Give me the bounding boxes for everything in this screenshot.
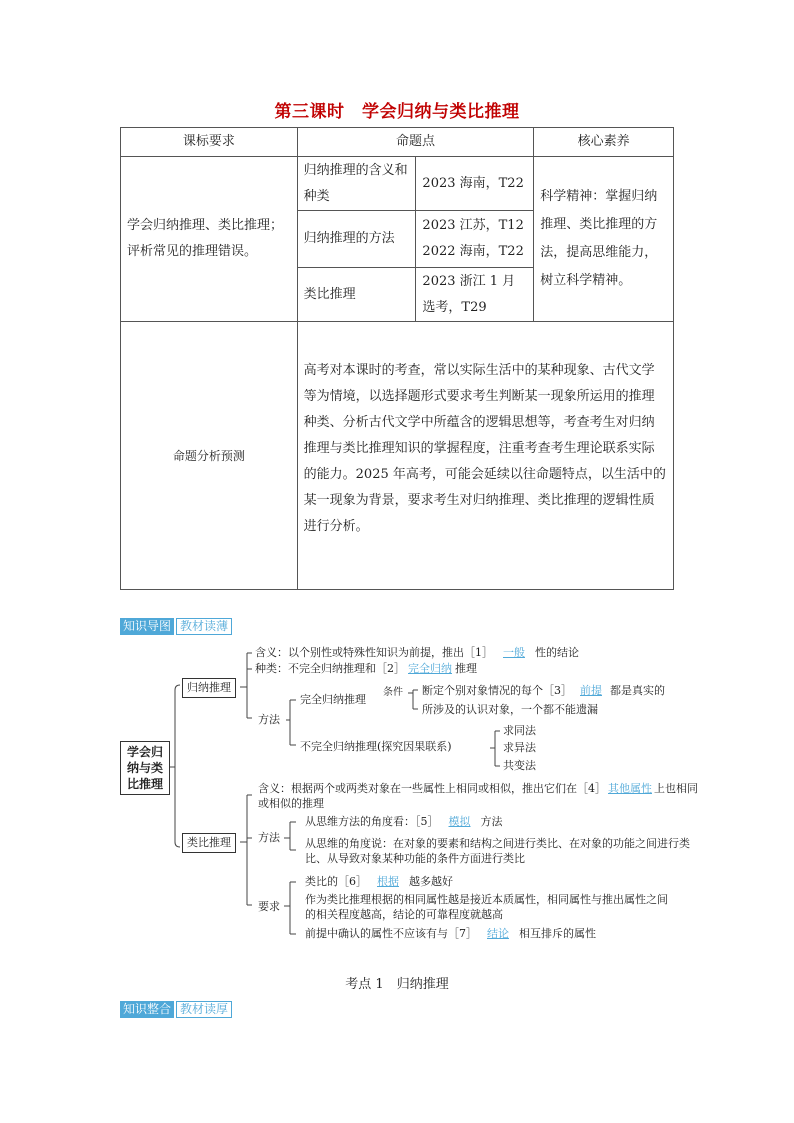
point-source: 2023 江苏，T12 2022 海南，T22: [416, 211, 534, 268]
requirement-1: 类比的［6］ 根据 越多越好: [305, 875, 453, 888]
analogy-method-2: 从思维的角度说：在对象的要素和结构之间进行类比、在对象的功能之间进行类比、从导致对象某种功能的条件方面进行类比: [305, 837, 690, 865]
requirement-3: 前提中确认的属性不应该有与［7］ 结论 相互排斥的属性: [305, 927, 596, 940]
analogy-method-1: 从思维方法的角度看：［5］ 模拟 方法: [305, 815, 503, 828]
forecast-text: 高考对本课时的考查，常以实际生活中的某种现象、古代文学等为情境，以选择题形式要求考生判断某一现象所运用的推理种类、分析古代文学中所蕴含的逻辑思想等，考查考生对归纳推理与类比推理知识的掌握程度，注重考查考生理论联系实际的能力。2025 年高考，可能会延续以往命题特点，以生活中的某一现象为背景，要求考生对归纳推理、类比推理的逻辑性质进行分析。: [297, 322, 673, 590]
header-literacy: 核心素养: [534, 128, 674, 157]
node-induction: 归纳推理: [182, 678, 236, 698]
section-heading: 考点 1 归纳推理: [345, 977, 449, 992]
requirement-cell: 学会归纳推理、类比推理；评析常见的推理错误。: [121, 157, 298, 322]
node-complete: 完全归纳推理: [300, 693, 366, 706]
condition-1: 断定个别对象情况的每个［3］ 前提 都是真实的: [422, 684, 665, 697]
point-name: 类比推理: [297, 268, 416, 322]
tag-knowledge-map: 知识导图 教材读薄: [120, 618, 232, 635]
method-3: 共变法: [503, 759, 536, 772]
node-incomplete: 不完全归纳推理(探究因果联系): [300, 740, 452, 753]
point-name: 归纳推理的方法: [297, 211, 416, 268]
tag-knowledge-integration: 知识整合 教材读厚: [120, 1001, 232, 1018]
mindmap-root: 学会归纳与类比推理: [120, 741, 170, 795]
point-name: 归纳推理的含义和种类: [297, 157, 416, 211]
node-analogy: 类比推理: [182, 833, 236, 853]
node-analogy-method: 方法: [258, 831, 280, 844]
method-1: 求同法: [503, 724, 536, 737]
requirement-2: 作为类比推理根据的相同属性越是接近本质属性，相同属性与推出属性之间的相关程度越高，结论的可靠程度就越高: [305, 893, 668, 921]
node-condition: 条件: [383, 687, 403, 698]
point-source: 2023 浙江 1 月选考，T29: [416, 268, 534, 322]
induction-type: 种类：不完全归纳推理和［2］ 完全归纳 推理: [255, 662, 477, 675]
forecast-label: 命题分析预测: [121, 322, 298, 590]
point-source: 2023 海南，T22: [416, 157, 534, 211]
header-requirement: 课标要求: [121, 128, 298, 157]
analogy-meaning: 含义：根据两个或两类对象在一些属性上相同或相似，推出它们在［4］ 其他属性 上也相同或相似的推理: [258, 782, 698, 810]
condition-2: 所涉及的认识对象，一个都不能遗漏: [422, 703, 598, 716]
literacy-cell: 科学精神：掌握归纳推理、类比推理的方法，提高思维能力，树立科学精神。: [534, 157, 674, 322]
induction-meaning: 含义：以个别性或特殊性知识为前提，推出［1］ 一般 性的结论: [255, 646, 579, 659]
node-requirement: 要求: [258, 900, 280, 913]
page-title: 第三课时 学会归纳与类比推理: [274, 102, 520, 122]
header-points: 命题点: [297, 128, 534, 157]
method-2: 求异法: [503, 741, 536, 754]
node-induction-method: 方法: [258, 713, 280, 726]
